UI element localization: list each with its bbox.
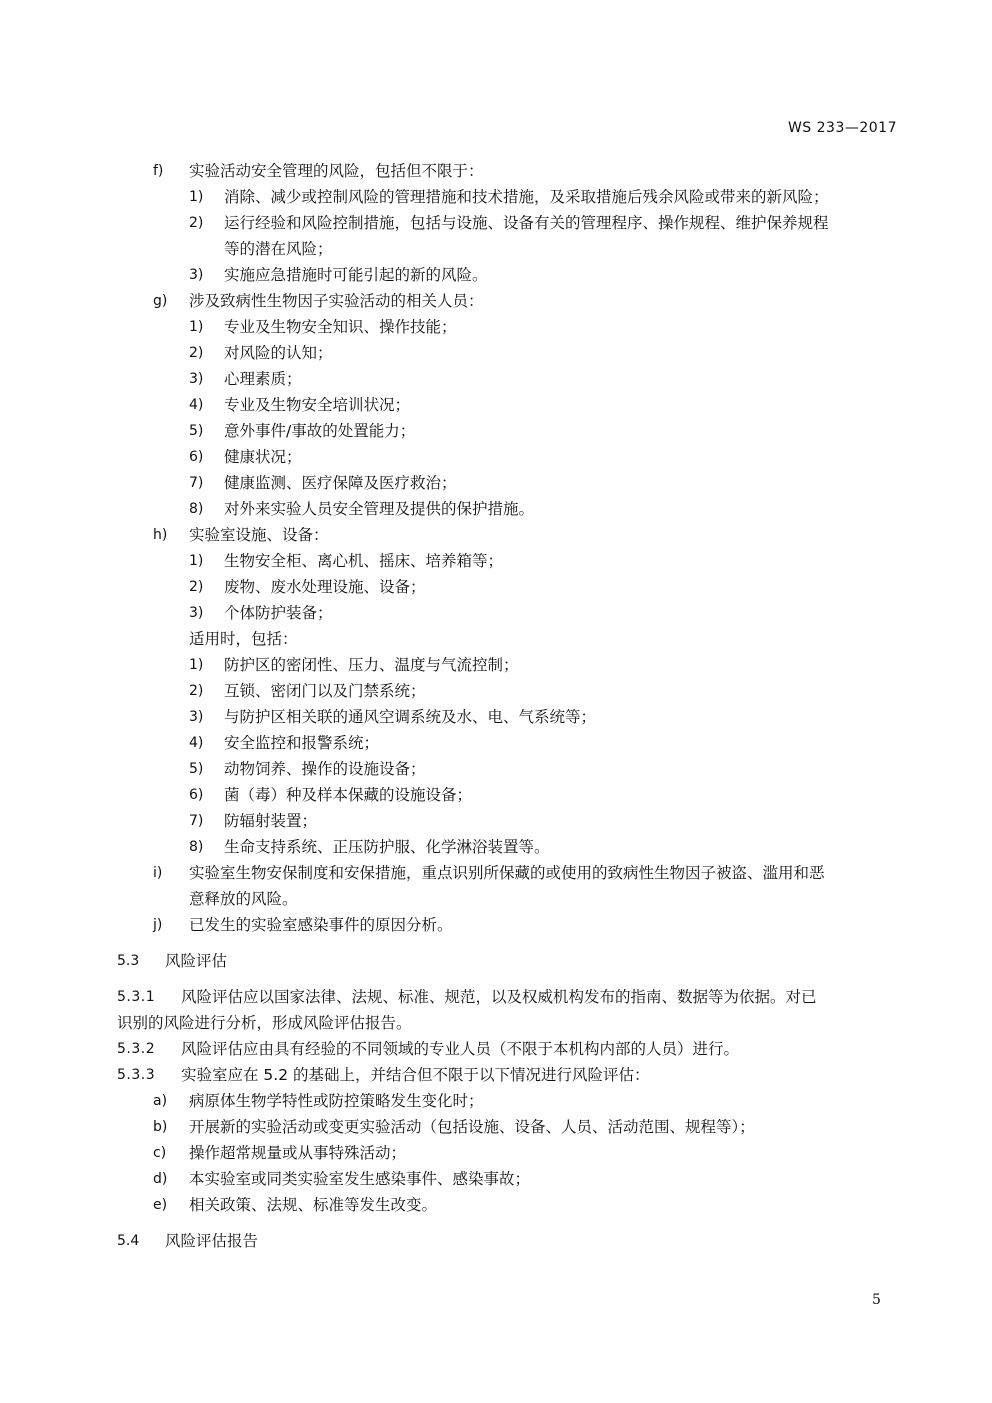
item-marker: 1) [189,657,204,673]
list-item [0,392,992,418]
list-item [0,158,992,184]
list-item [0,470,992,496]
list-item [0,808,992,834]
item-marker: 1) [189,319,204,335]
item-marker: j) [153,917,163,933]
item-marker: 2) [189,345,204,361]
item-text: 废物、废水处理设施、设备； [224,578,426,596]
item-text: 菌（毒）种及样本保藏的设施设备； [224,786,473,804]
list-item [0,340,992,366]
item-text: 专业及生物安全知识、操作技能； [224,318,457,336]
item-text: 防辐射装置； [224,812,318,830]
item-marker: 4) [189,735,204,751]
document-body [0,158,992,1264]
item-marker: 7) [189,813,204,829]
item-marker: 5.4 [117,1233,140,1249]
item-text: 健康监测、医疗保障及医疗救治； [224,474,457,492]
item-marker: i) [153,865,163,881]
item-marker: b) [153,1119,168,1135]
list-item [0,652,992,678]
page-number: 5 [872,1292,881,1308]
list-item [0,834,992,860]
item-marker: d) [153,1171,168,1187]
item-text: 风险评估应由具有经验的不同领域的专业人员（不限于本机构内部的人员）进行。 [181,1040,740,1058]
item-text: 相关政策、法规、标准等发生改变。 [189,1196,438,1214]
item-text: 消除、减少或控制风险的管理措施和技术措施，及采取措施后残余风险或带来的新风险； [224,188,829,206]
item-marker: e) [153,1197,168,1213]
item-marker: 5) [189,761,204,777]
item-text: 专业及生物安全培训状况； [224,396,411,414]
item-marker: 5) [189,423,204,439]
list-item [0,600,992,626]
item-marker: 5.3.2 [117,1041,156,1057]
item-text: 防护区的密闭性、压力、温度与气流控制； [224,656,519,674]
item-text: 病原体生物学特性或防控策略发生变化时； [189,1092,484,1110]
item-marker: 8) [189,501,204,517]
item-marker: c) [153,1145,167,1161]
item-text: 意释放的风险。 [189,890,298,908]
item-marker: 6) [189,449,204,465]
item-marker: g) [153,293,168,309]
item-text: 识别的风险进行分析，形成风险评估报告。 [117,1014,412,1032]
item-marker: 8) [189,839,204,855]
item-text: 生物安全柜、离心机、摇床、培养箱等； [224,552,504,570]
item-marker: 6) [189,787,204,803]
item-marker: 1) [189,553,204,569]
item-text: 安全监控和报警系统； [224,734,380,752]
list-item [0,522,992,548]
item-text: 操作超常规量或从事特殊活动； [189,1144,407,1162]
clause-line [0,1062,992,1088]
list-item [0,860,992,886]
item-text: 实验室设施、设备： [189,526,329,544]
item-marker: 5.3 [117,953,140,969]
item-text: 涉及致病性生物因子实验活动的相关人员： [189,292,484,310]
item-text: 对外来实验人员安全管理及提供的保护措施。 [224,500,535,518]
item-text: 已发生的实验室感染事件的原因分析。 [189,916,453,934]
item-marker: 2) [189,215,204,231]
list-item [0,1088,992,1114]
item-text: 风险评估报告 [165,1232,259,1250]
list-item [0,886,992,912]
list-item [0,1140,992,1166]
item-marker: 5.3.3 [117,1067,156,1083]
item-text: 适用时，包括： [189,630,298,648]
list-item [0,496,992,522]
list-item [0,782,992,808]
list-item [0,184,992,210]
list-item [0,756,992,782]
list-item [0,704,992,730]
list-item [0,1192,992,1218]
item-text: 互锁、密闭门以及门禁系统； [224,682,426,700]
item-text: 生命支持系统、正压防护服、化学淋浴装置等。 [224,838,550,856]
item-text: 对风险的认知； [224,344,333,362]
item-marker: 5.3.1 [117,989,156,1005]
item-text: 实施应急措施时可能引起的新的风险。 [224,266,488,284]
standard-code: WS 233—2017 [787,120,897,136]
list-item [0,288,992,314]
list-item [0,1010,992,1036]
section-gap [0,1258,992,1264]
item-marker: f) [153,163,164,179]
item-text: 意外事件/事故的处置能力； [224,422,416,440]
item-text: 本实验室或同类实验室发生感染事件、感染事故； [189,1170,531,1188]
item-text: 与防护区相关联的通风空调系统及水、电、气系统等； [224,708,597,726]
section-heading [0,944,992,978]
clause-line [0,984,992,1010]
item-text: 心理素质； [224,370,302,388]
item-marker: 1) [189,189,204,205]
item-marker: 3) [189,267,204,283]
item-marker: h) [153,527,168,543]
item-text: 运行经验和风险控制措施，包括与设施、设备有关的管理程序、操作规程、维护保养规程 [224,214,829,232]
item-text: 个体防护装备； [224,604,333,622]
list-item [0,418,992,444]
item-marker: 7) [189,475,204,491]
item-text: 风险评估应以国家法律、法规、标准、规范，以及权威机构发布的指南、数据等为依据。对已 [181,988,817,1006]
list-item [0,236,992,262]
item-marker: 4) [189,397,204,413]
item-marker: 2) [189,683,204,699]
item-marker: 2) [189,579,204,595]
item-text: 健康状况； [224,448,302,466]
item-marker: 3) [189,371,204,387]
clause-line [0,1036,992,1062]
item-text: 开展新的实验活动或变更实验活动（包括设施、设备、人员、活动范围、规程等）； [189,1118,755,1136]
list-item [0,730,992,756]
list-item [0,366,992,392]
list-item [0,626,992,652]
list-item [0,314,992,340]
list-item [0,444,992,470]
list-item [0,262,992,288]
list-item [0,574,992,600]
list-item [0,678,992,704]
list-item [0,1166,992,1192]
section-heading [0,1224,992,1258]
item-text: 风险评估 [165,952,228,970]
item-marker: 3) [189,605,204,621]
item-text: 实验活动安全管理的风险，包括但不限于： [189,162,484,180]
list-item [0,1114,992,1140]
item-text: 实验室生物安保制度和安保措施，重点识别所保藏的或使用的致病性生物因子被盗、滥用和恶 [189,864,825,882]
item-text: 实验室应在 5.2 的基础上，并结合但不限于以下情况进行风险评估： [181,1066,650,1084]
item-marker: a) [153,1093,168,1109]
list-item [0,210,992,236]
item-marker: 3) [189,709,204,725]
item-text: 等的潜在风险； [224,240,333,258]
item-text: 动物饲养、操作的设施设备； [224,760,426,778]
list-item [0,912,992,938]
list-item [0,548,992,574]
